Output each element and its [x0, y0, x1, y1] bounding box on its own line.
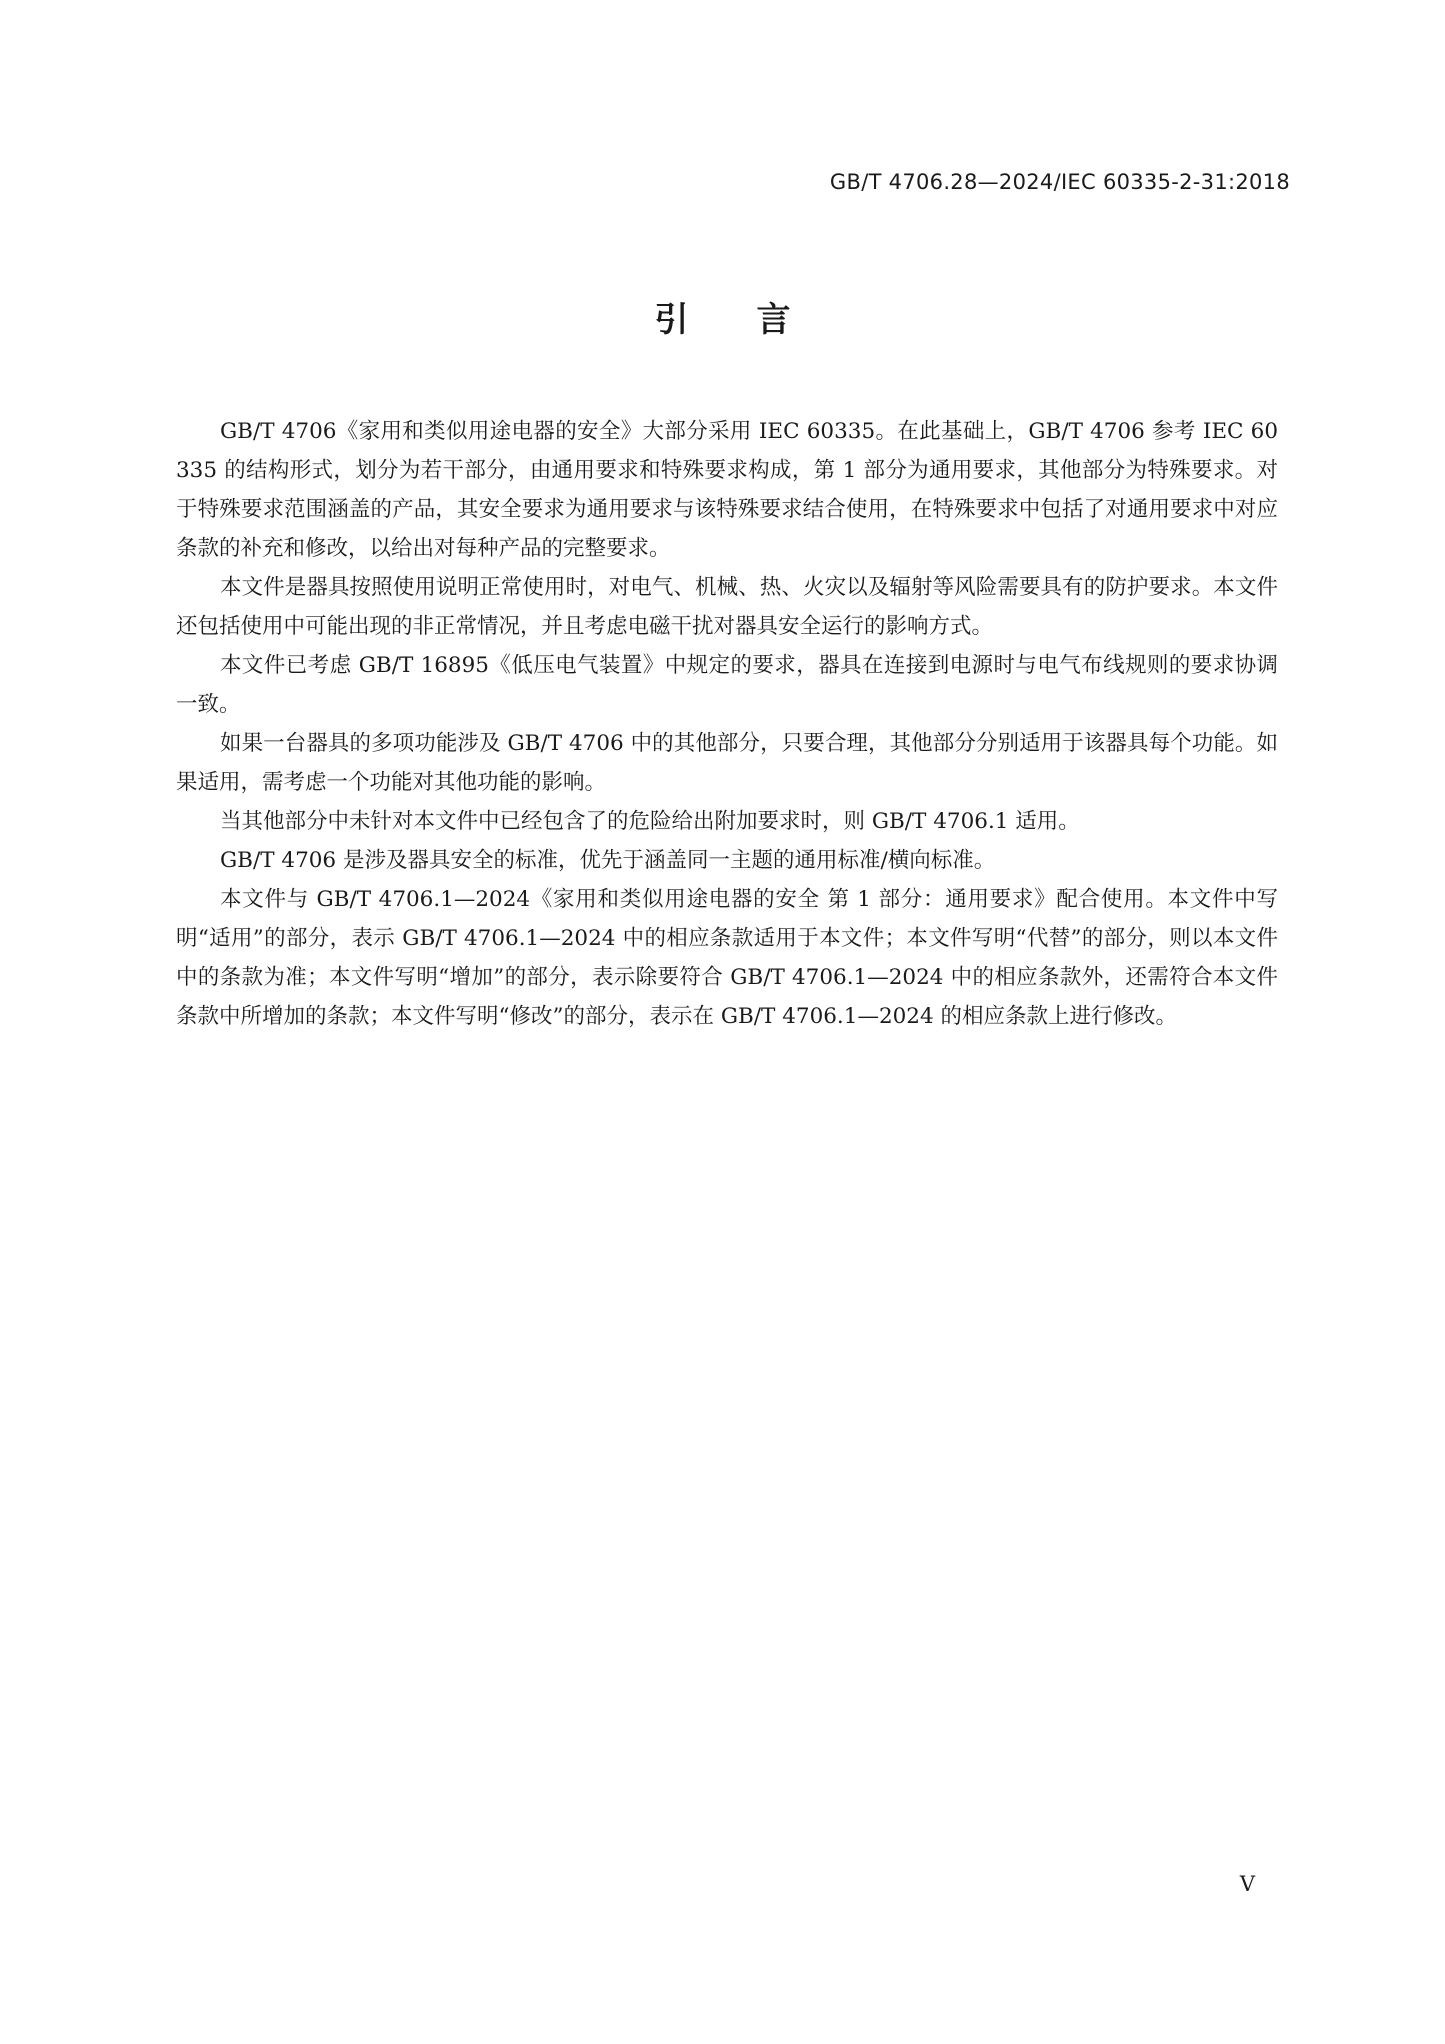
paragraph-5: 当其他部分中未针对本文件中已经包含了的危险给出附加要求时，则 GB/T 4706.1 适用。	[220, 809, 1080, 834]
paragraph-6: GB/T 4706 是涉及器具安全的标准，优先于涵盖同一主题的通用标准/横向标准。	[220, 848, 996, 873]
paragraph-1: GB/T 4706《家用和类似用途电器的安全》大部分采用 IEC 60335。在此基础上，GB/T 4706 参考 IEC 60335 的结构形式，划分为若干部分，由通用要求和特殊要求构成，第 1 部分为通用要求，其他部分为特殊要求。对于特殊要求范围涵盖的产品，其安全要求为通用要求与该特殊要求结合使用，在特殊要求中包括了对通用要求中对应条款的补充和修改，以给出对每种产品的完整要求。	[176, 419, 1278, 561]
page-title: 引言	[654, 300, 859, 340]
paragraph-4: 如果一台器具的多项功能涉及 GB/T 4706 中的其他部分，只要合理，其他部分分别适用于该器具每个功能。如果适用，需考虑一个功能对其他功能的影响。	[176, 731, 1278, 795]
paragraph-2: 本文件是器具按照使用说明正常使用时，对电气、机械、热、火灾以及辐射等风险需要具有的防护要求。本文件还包括使用中可能出现的非正常情况，并且考虑电磁干扰对器具安全运行的影响方式。	[176, 575, 1278, 639]
page-number: V	[1239, 1872, 1255, 1896]
introduction-body	[176, 412, 1278, 1036]
paragraph-3: 本文件已考虑 GB/T 16895《低压电气装置》中规定的要求，器具在连接到电源时与电气布线规则的要求协调一致。	[176, 653, 1278, 717]
paragraph-7: 本文件与 GB/T 4706.1—2024《家用和类似用途电器的安全 第 1 部分：通用要求》配合使用。本文件中写明“适用”的部分，表示 GB/T 4706.1—2024 中的相应条款适用于本文件；本文件写明“代替”的部分，则以本文件中的条款为准；本文件写明“增加”的部分，表示除要符合 GB/T 4706.1—2024 中的相应条款外，还需符合本文件条款中所增加的条款；本文件写明“修改”的部分，表示在 GB/T 4706.1—2024 的相应条款上进行修改。	[176, 887, 1278, 1029]
standard-code-header: GB/T 4706.28—2024/IEC 60335-2-31:2018	[829, 170, 1290, 194]
